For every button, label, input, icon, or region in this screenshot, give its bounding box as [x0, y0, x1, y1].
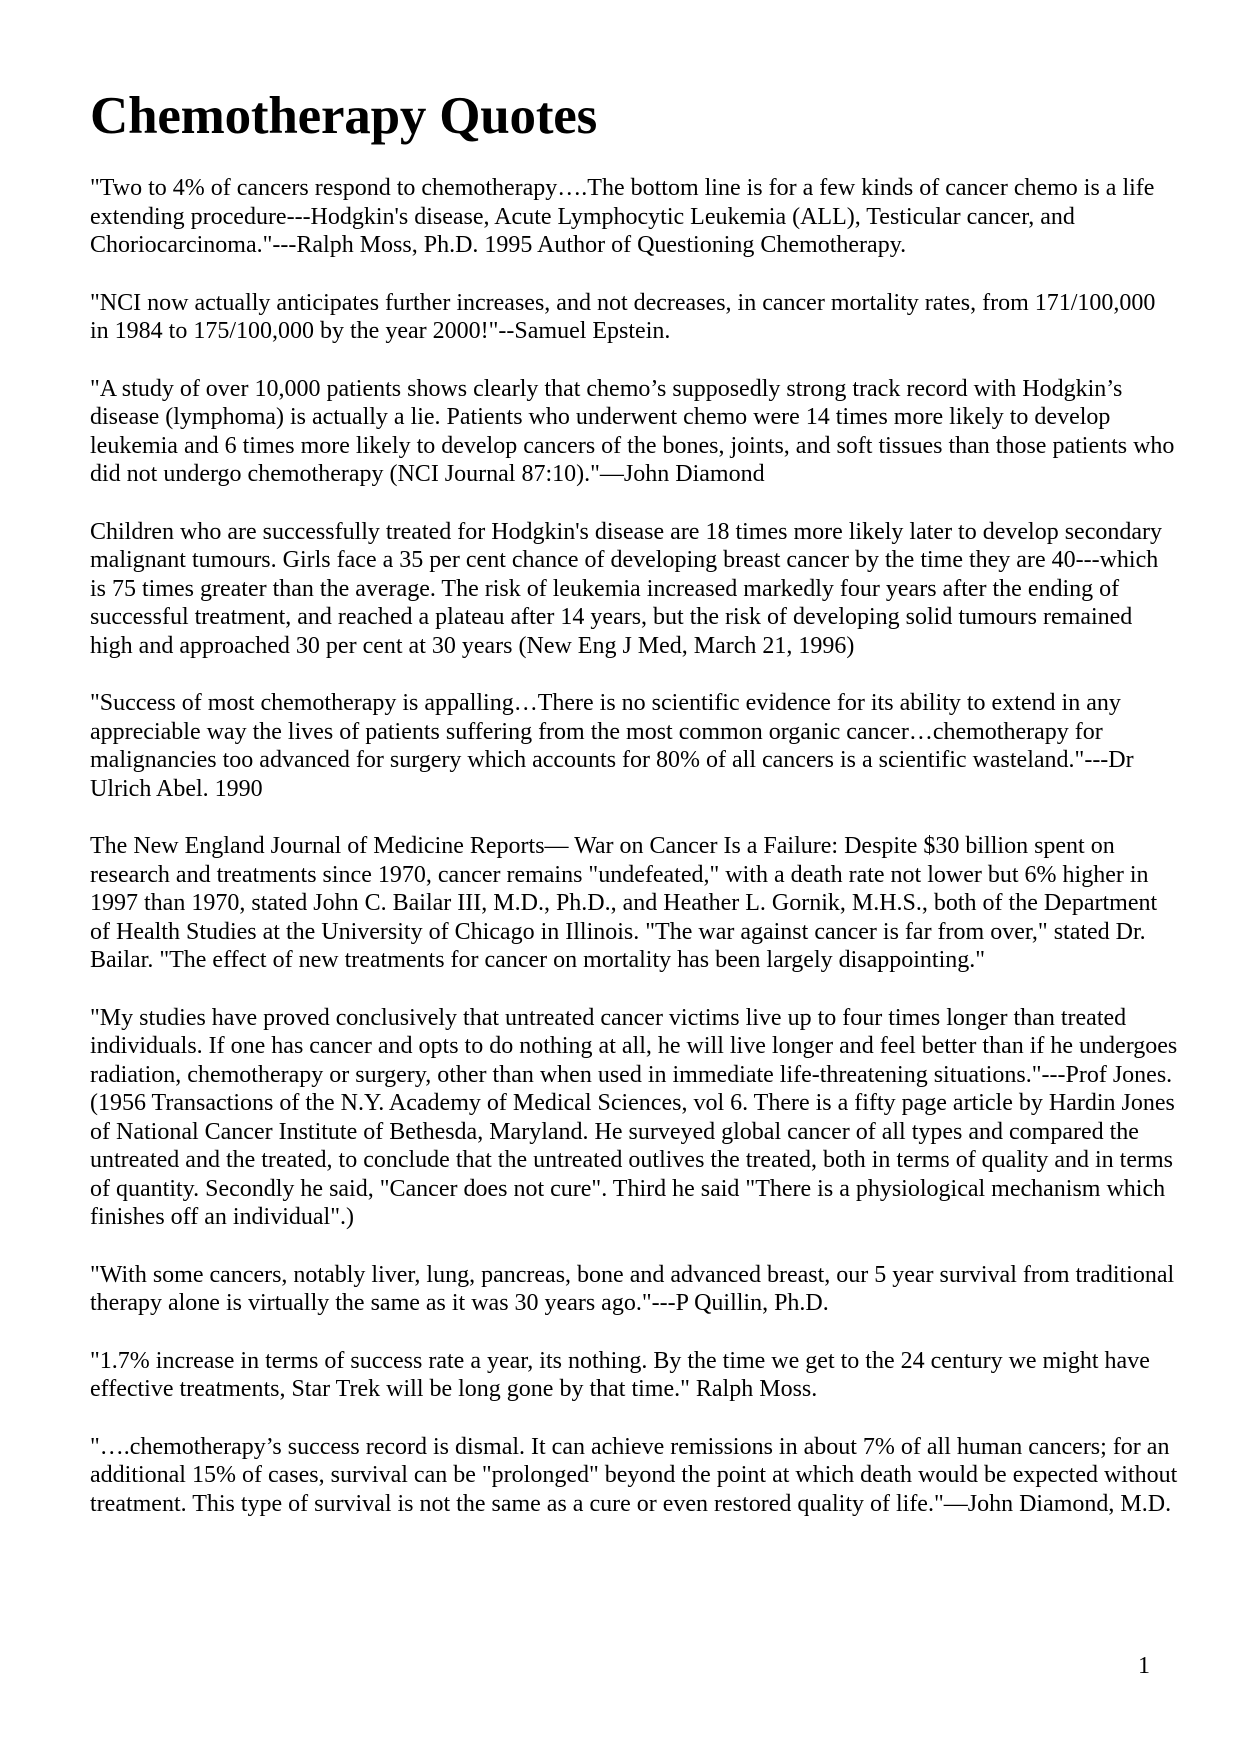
- page-number: 1: [1138, 1653, 1150, 1679]
- quote-paragraph-1: "Two to 4% of cancers respond to chemotherapy….The bottom line is for a few kinds of cancer chemo is a life extending procedure---Hodgkin's disease, Acute Lymphocytic Leukemia (ALL), Testicular cancer, and Choriocarcinoma."---Ralph Moss, Ph.D. 1995 Author of Questioning Chemotherapy.: [90, 175, 1155, 258]
- quote-paragraph-9: "1.7% increase in terms of success rate a year, its nothing. By the time we get to the 24 century we might have effective treatments, Star Trek will be long gone by that time." Ralph Moss.: [90, 1347, 1150, 1402]
- document-page: [90, 84, 1180, 1547]
- quote-paragraph-3: "A study of over 10,000 patients shows clearly that chemo’s supposedly strong track record with Hodgkin’s disease (lymphoma) is actually a lie. Patients who underwent chemo were 14 times more likely to develop leukemia and 6 times more likely to develop cancers of the bones, joints, and soft tissues than those patients who did not undergo chemotherapy (NCI Journal 87:10)."—John Diamond: [90, 375, 1175, 487]
- quote-paragraph-6: The New England Journal of Medicine Reports— War on Cancer Is a Failure: Despite $30 billion spent on research and treatments since 1970, cancer remains "undefeated," with a death rate not lower but 6% higher in 1997 than 1970, stated John C. Bailar III, M.D., Ph.D., and Heather L. Gornik, M.H.S., both of the Department of Health Studies at the University of Chicago in Illinois. "The war against cancer is far from over," stated Dr. Bailar. "The effect of new treatments for cancer on mortality has been largely disappointing.": [90, 833, 1158, 973]
- quote-paragraph-8: "With some cancers, notably liver, lung, pancreas, bone and advanced breast, our 5 year survival from traditional therapy alone is virtually the same as it was 30 years ago."---P Quillin, Ph.D.: [90, 1261, 1175, 1316]
- quote-paragraph-10: "….chemotherapy’s success record is dismal. It can achieve remissions in about 7% of all human cancers; for an additional 15% of cases, survival can be "prolonged" beyond the point at which death would be expected without treatment. This type of survival is not the same as a cure or even restored quality of life."—John Diamond, M.D.: [90, 1433, 1178, 1517]
- page-title: Chemotherapy Quotes: [90, 87, 598, 145]
- quote-paragraph-5: "Success of most chemotherapy is appalling…There is no scientific evidence for its ability to extend in any appreciable way the lives of patients suffering from the most common organic cancer…chemotherapy for malignancies too advanced for surgery which accounts for 80% of all cancers is a scientific wasteland."---Dr Ulrich Abel. 1990: [90, 690, 1134, 802]
- quote-paragraph-7: "My studies have proved conclusively that untreated cancer victims live up to four times longer than treated individuals. If one has cancer and opts to do nothing at all, he will live longer and feel better than if he undergoes radiation, chemotherapy or surgery, other than when used in immediate life-threatening situations."---Prof Jones. (1956 Transactions of the N.Y. Academy of Medical Sciences, vol 6. There is a fifty page article by Hardin Jones of National Cancer Institute of Bethesda, Maryland. He surveyed global cancer of all types and compared the untreated and the treated, to conclude that the untreated outlives the treated, both in terms of quality and in terms of quantity. Secondly he said, "Cancer does not cure". Third he said "There is a physiological mechanism which finishes off an individual".): [90, 1004, 1178, 1230]
- quote-paragraph-2: "NCI now actually anticipates further increases, and not decreases, in cancer mortality rates, from 171/100,000 in 1984 to 175/100,000 by the year 2000!"--Samuel Epstein.: [90, 289, 1156, 344]
- quote-paragraph-4: Children who are successfully treated for Hodgkin's disease are 18 times more likely later to develop secondary malignant tumours. Girls face a 35 per cent chance of developing breast cancer by the time they are 40---which is 75 times greater than the average. The risk of leukemia increased markedly four years after the ending of successful treatment, and reached a plateau after 14 years, but the risk of developing solid tumours remained high and approached 30 per cent at 30 years (New Eng J Med, March 21, 1996): [90, 518, 1162, 659]
